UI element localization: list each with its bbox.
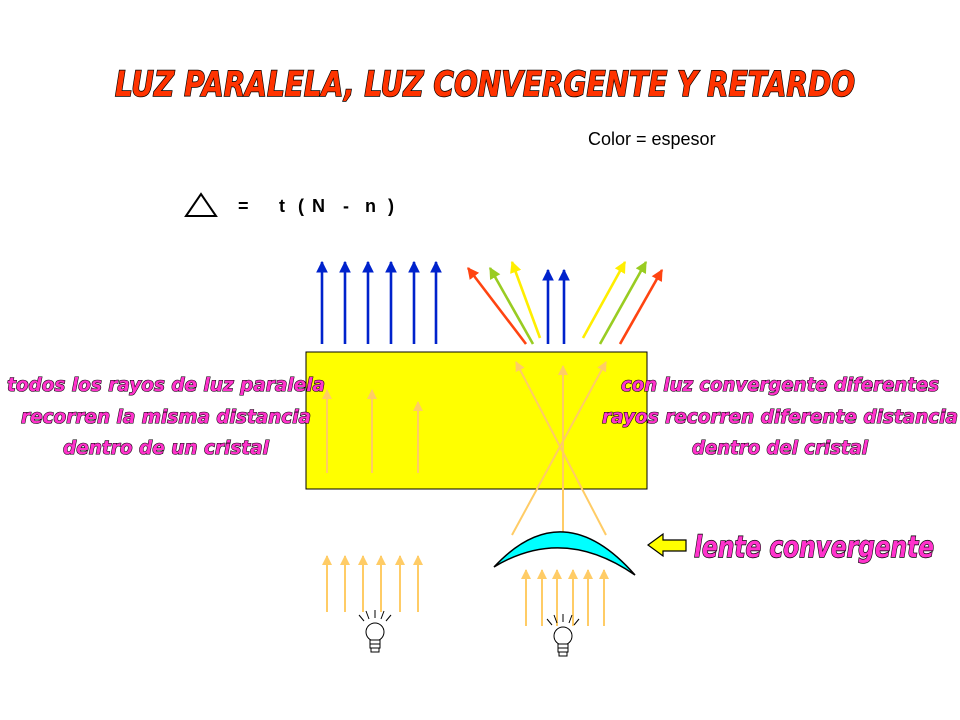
ray-yellow-left xyxy=(512,262,540,338)
light-bulb-icon xyxy=(359,610,391,652)
retardation-formula xyxy=(186,194,394,216)
formula-close-paren: ) xyxy=(388,196,394,216)
formula-minus: - xyxy=(343,196,349,216)
convergent-lens xyxy=(494,532,635,575)
emerging-parallel-rays xyxy=(322,262,436,344)
formula-equals: = xyxy=(238,196,249,216)
caption-convergent-light xyxy=(602,374,958,459)
formula-N: N xyxy=(312,196,325,216)
page-title: LUZ PARALELA, LUZ CONVERGENTE Y RETARDO xyxy=(115,65,855,105)
ray-green-right xyxy=(600,262,646,344)
light-bulb-icon xyxy=(547,614,579,656)
lens-label: lente convergente xyxy=(694,530,934,564)
incident-rays-right xyxy=(526,570,604,626)
caption-line: todos los rayos de luz paralela xyxy=(7,374,325,396)
left-arrow-icon xyxy=(648,534,686,556)
incident-rays-left xyxy=(327,556,418,612)
delta-triangle-icon xyxy=(186,194,216,216)
caption-line: con luz convergente diferentes xyxy=(621,374,939,396)
caption-parallel-light xyxy=(7,374,325,459)
emerging-convergent-rays xyxy=(468,262,662,344)
caption-line: recorren la misma distancia xyxy=(21,406,311,428)
formula-n: n xyxy=(365,196,376,216)
color-note: Color = espesor xyxy=(588,129,716,149)
caption-line: dentro del cristal xyxy=(692,437,869,459)
crystal xyxy=(306,352,647,489)
caption-line: dentro de un cristal xyxy=(63,437,270,459)
caption-line: rayos recorren diferente distancia xyxy=(602,406,958,428)
formula-open-paren: ( xyxy=(298,196,304,216)
ray-yellow-right xyxy=(583,262,625,338)
ray-red-right xyxy=(620,270,662,344)
formula-t: t xyxy=(279,196,285,216)
